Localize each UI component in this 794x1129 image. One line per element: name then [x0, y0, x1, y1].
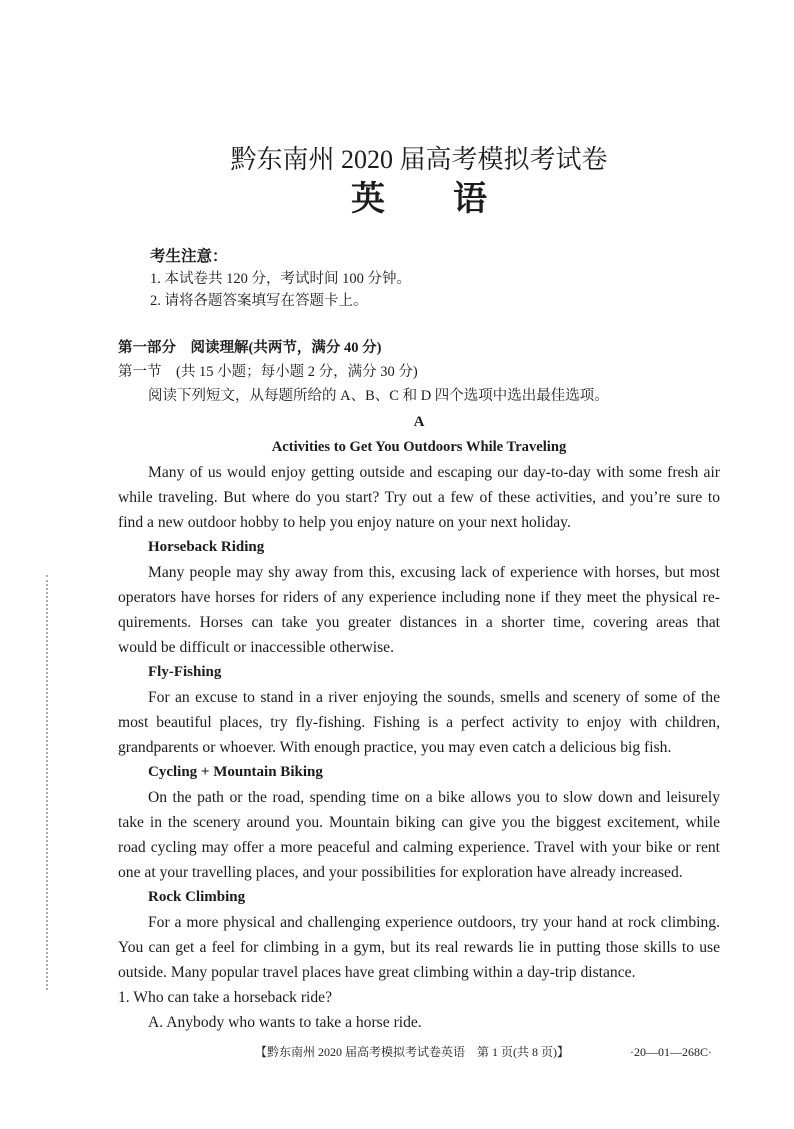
- text-line: one at your travelling places, and your possibilities for exploration have already increased.: [118, 863, 683, 881]
- reading-passage-a: [118, 410, 720, 1035]
- passage-title: Activities to Get You Outdoors While Traveling: [271, 438, 567, 455]
- text-line: find a new outdoor hobby to help you enjoy nature on your next holiday.: [118, 513, 571, 531]
- candidate-notice: [150, 246, 710, 312]
- text-line: On the path or the road, spending time on a bike allows you to slow down and leisurely: [148, 788, 720, 806]
- text-line: For a more physical and challenging experience outdoors, try your hand at rock climbing.: [148, 913, 720, 931]
- footer-code: ·20—01—268C·: [630, 1045, 712, 1059]
- exam-subject: 英 语: [351, 181, 487, 218]
- exam-title: 黔东南州 2020 届高考模拟考试卷: [230, 145, 608, 174]
- binding-margin-line: [46, 575, 48, 990]
- part-title: 第一部分 阅读理解(共两节，满分 40 分): [118, 340, 382, 356]
- question-option: A. Anybody who wants to take a horse ride.: [148, 1013, 422, 1031]
- section-instruction: 阅读下列短文，从每题所给的 A、B、C 和 D 四个选项中选出最佳选项。: [148, 388, 609, 404]
- question-stem: 1. Who can take a horseback ride?: [118, 988, 333, 1006]
- horseback-riding-paragraph: [118, 560, 720, 660]
- notice-item: 1. 本试卷共 120 分，考试时间 100 分钟。: [150, 271, 411, 287]
- question-1: [118, 985, 720, 1035]
- text-line: while traveling. But where do you start? Try out a few of these activities, and you’re sure to: [118, 488, 720, 506]
- text-line: operators have horses for riders of any experience including none if they meet the physical re-: [118, 588, 720, 606]
- text-line: outside. Many popular travel places have great climbing within a day-trip distance.: [118, 963, 636, 981]
- passage-label: A: [413, 413, 425, 430]
- notice-heading: 考生注意：: [150, 248, 228, 265]
- text-line: most beautiful places, try fly-fishing. Fishing is a perfect activity to enjoy with children,: [118, 713, 720, 731]
- rock-climbing-paragraph: [118, 910, 720, 985]
- text-line: take in the scenery around you. Mountain biking can give you the biggest excitement, while: [118, 813, 720, 831]
- intro-paragraph: [118, 460, 720, 535]
- section-heading-rock-climbing: Rock Climbing: [148, 888, 246, 905]
- text-line: grandparents or whoever. With enough practice, you may even catch a delicious big fish.: [118, 738, 672, 756]
- cycling-paragraph: [118, 785, 720, 885]
- section-heading-horseback-riding: Horseback Riding: [148, 538, 265, 555]
- text-line: Many of us would enjoy getting outside and escaping our day-to-day with some fresh air: [148, 463, 720, 481]
- fly-fishing-paragraph: [118, 685, 720, 760]
- section-heading-fly-fishing: Fly-Fishing: [148, 663, 222, 680]
- text-line: would be difficult or inaccessible otherwise.: [118, 638, 394, 656]
- footer-page-info: 【黔东南州 2020 届高考模拟考试卷英语 第 1 页(共 8 页)】: [255, 1045, 569, 1059]
- notice-item: 2. 请将各题答案填写在答题卡上。: [150, 293, 368, 309]
- text-line: For an excuse to stand in a river enjoying the sounds, smells and scenery of some of the: [148, 688, 720, 706]
- text-line: quirements. Horses can take you greater distances in a shorter time, covering areas that: [118, 613, 720, 631]
- text-line: Many people may shy away from this, excusing lack of experience with horses, but most: [148, 563, 720, 581]
- text-line: You can get a feel for climbing in a gym, but its real rewards lie in putting those skills to use: [118, 938, 720, 956]
- section-heading-cycling: Cycling + Mountain Biking: [148, 763, 323, 780]
- text-line: road cycling may offer a more peaceful and calming experience. Travel with your bike or rent: [118, 838, 720, 856]
- section-title: 第一节 (共 15 小题；每小题 2 分，满分 30 分): [118, 364, 418, 380]
- part-one-header: [118, 336, 720, 408]
